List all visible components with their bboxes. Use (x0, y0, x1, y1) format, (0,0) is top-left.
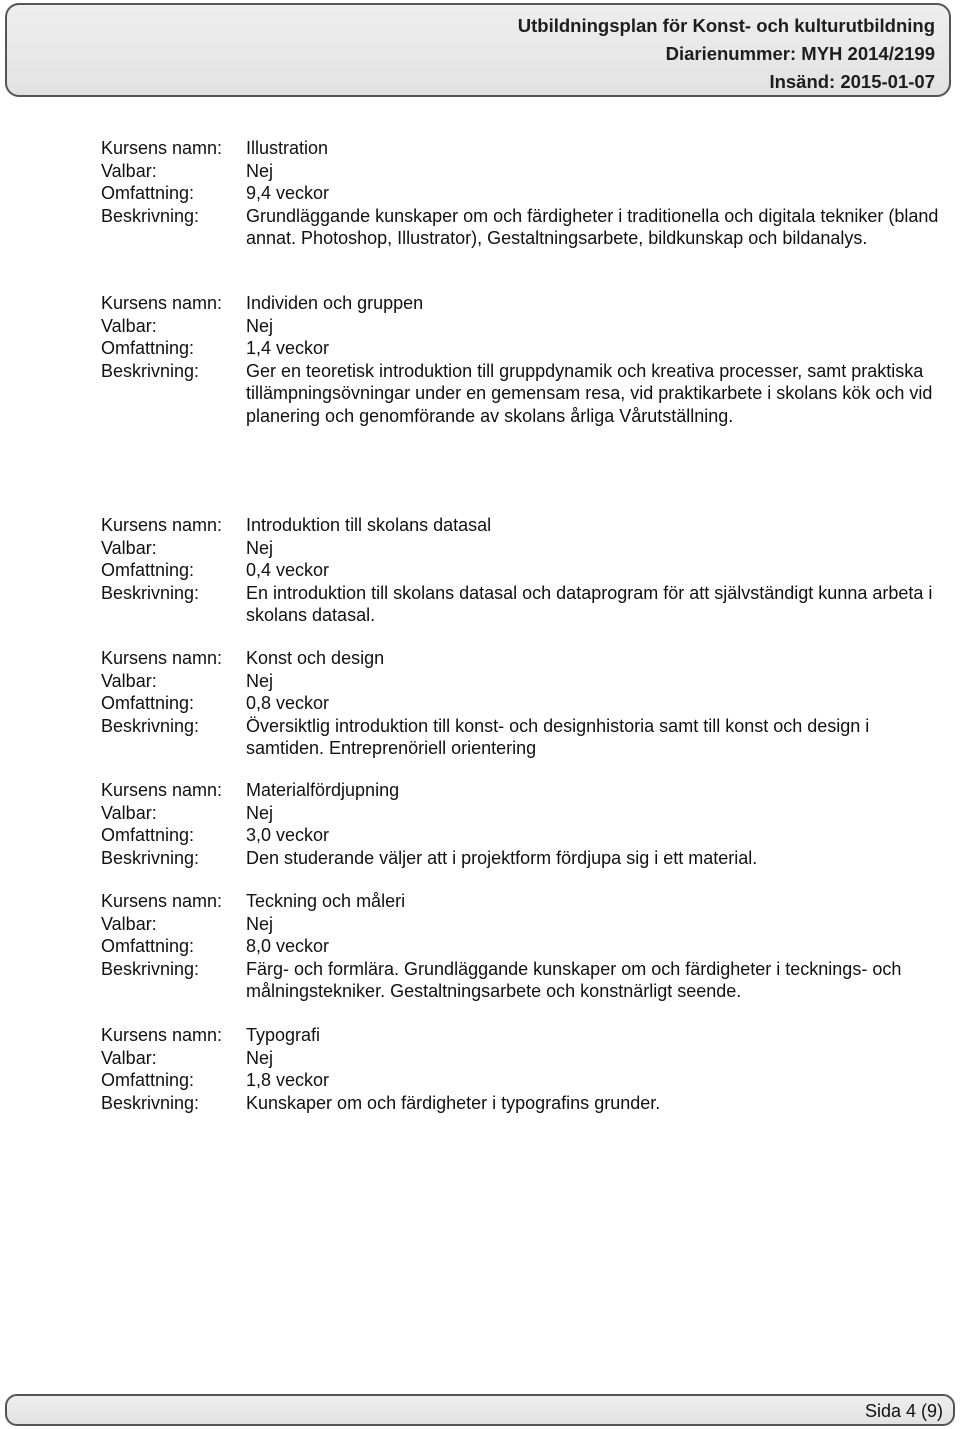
course-omfattning-row (101, 337, 951, 360)
course-name-row (101, 1024, 951, 1047)
course-name: Konst och design (246, 648, 385, 668)
course-name-label: Kursens namn: (101, 1025, 223, 1045)
beskrivning-label: Beskrivning: (101, 715, 200, 736)
omfattning-value: 0,8 veckor (246, 693, 330, 713)
course-omfattning-row (101, 935, 951, 958)
course-name: Materialfördjupning (246, 780, 400, 800)
course-block (101, 292, 951, 427)
course-name-label: Kursens namn: (101, 293, 223, 313)
valbar-label: Valbar: (101, 537, 157, 558)
valbar-value: Nej (246, 670, 274, 691)
course-beskrivning-row (101, 360, 951, 428)
course-valbar-row (101, 537, 951, 560)
valbar-value: Nej (246, 315, 274, 336)
valbar-label: Valbar: (101, 315, 157, 336)
course-block (101, 1024, 951, 1114)
omfattning-value: 8,0 veckor (246, 936, 330, 956)
course-omfattning-row (101, 824, 951, 847)
diarienummer: Diarienummer: MYH 2014/2199 (665, 43, 935, 64)
course-name-label: Kursens namn: (101, 780, 223, 800)
course-beskrivning-row (101, 1092, 951, 1115)
course-name: Introduktion till skolans datasal (246, 515, 492, 535)
course-name-row (101, 137, 951, 160)
document-title: Utbildningsplan för Konst- och kulturutbildning (517, 15, 935, 36)
beskrivning-value: Grundläggande kunskaper om och färdigheter i traditionella och digitala tekniker (bland annat. Photoshop, Illustrator), Gestaltningsarbete, bildkunskap och bildanalys. (246, 205, 939, 248)
course-name-label: Kursens namn: (101, 891, 223, 911)
course-beskrivning-row (101, 205, 951, 250)
valbar-value: Nej (246, 802, 274, 823)
beskrivning-value: Översiktlig introduktion till konst- och designhistoria samt till konst och design i samtiden. Entreprenöriell orientering (246, 715, 870, 758)
valbar-label: Valbar: (101, 1047, 157, 1068)
omfattning-value: 0,4 veckor (246, 560, 330, 580)
course-block (101, 514, 951, 627)
course-valbar-row (101, 670, 951, 693)
course-valbar-row (101, 913, 951, 936)
omfattning-label: Omfattning: (101, 560, 195, 580)
course-block (101, 779, 951, 869)
omfattning-label: Omfattning: (101, 1070, 195, 1090)
submission-date: Insänd: 2015-01-07 (769, 71, 935, 92)
course-name-row (101, 779, 951, 802)
document-header (5, 3, 951, 97)
course-name: Illustration (246, 138, 329, 158)
omfattning-value: 9,4 veckor (246, 183, 330, 203)
valbar-label: Valbar: (101, 160, 157, 181)
omfattning-label: Omfattning: (101, 693, 195, 713)
course-name-row (101, 647, 951, 670)
omfattning-value: 3,0 veckor (246, 825, 330, 845)
course-omfattning-row (101, 692, 951, 715)
valbar-value: Nej (246, 913, 274, 934)
course-valbar-row (101, 1047, 951, 1070)
course-omfattning-row (101, 1069, 951, 1092)
course-omfattning-row (101, 559, 951, 582)
beskrivning-value: En introduktion till skolans datasal och dataprogram för att självständigt kunna arbeta i skolans datasal. (246, 582, 933, 625)
page-number: Sida 4 (9) (864, 1401, 943, 1421)
beskrivning-label: Beskrivning: (101, 360, 200, 381)
omfattning-value: 1,8 veckor (246, 1070, 330, 1090)
course-omfattning-row (101, 182, 951, 205)
document-footer (5, 1394, 955, 1426)
course-name-label: Kursens namn: (101, 648, 223, 668)
course-block (101, 890, 951, 1003)
omfattning-label: Omfattning: (101, 338, 195, 358)
course-name: Typografi (246, 1025, 321, 1045)
course-name-label: Kursens namn: (101, 138, 223, 158)
course-name-row (101, 890, 951, 913)
course-name: Teckning och måleri (246, 891, 406, 911)
beskrivning-value: Färg- och formlära. Grundläggande kunskaper om och färdigheter i tecknings- och målningstekniker. Gestaltningsarbete och konstnärligt seende. (246, 958, 902, 1001)
omfattning-label: Omfattning: (101, 825, 195, 845)
beskrivning-label: Beskrivning: (101, 205, 200, 226)
course-valbar-row (101, 315, 951, 338)
beskrivning-label: Beskrivning: (101, 958, 200, 979)
beskrivning-label: Beskrivning: (101, 847, 200, 868)
beskrivning-value: Den studerande väljer att i projektform fördjupa sig i ett material. (246, 847, 758, 868)
course-beskrivning-row (101, 958, 951, 1003)
course-name-row (101, 514, 951, 537)
course-name-label: Kursens namn: (101, 515, 223, 535)
course-beskrivning-row (101, 582, 951, 627)
valbar-value: Nej (246, 160, 274, 181)
course-beskrivning-row (101, 715, 951, 760)
valbar-label: Valbar: (101, 670, 157, 691)
beskrivning-value: Ger en teoretisk introduktion till gruppdynamik och kreativa processer, samt praktiska tillämpningsövningar under en gemensam resa, vid praktikarbete i skolans kök och vid planering och genomförande av skolans årliga Vårutställning. (246, 360, 933, 426)
beskrivning-value: Kunskaper om och färdigheter i typografins grunder. (246, 1092, 661, 1113)
course-name: Individen och gruppen (246, 293, 424, 313)
valbar-value: Nej (246, 537, 274, 558)
omfattning-label: Omfattning: (101, 936, 195, 956)
course-block (101, 137, 951, 250)
valbar-value: Nej (246, 1047, 274, 1068)
omfattning-label: Omfattning: (101, 183, 195, 203)
valbar-label: Valbar: (101, 913, 157, 934)
course-valbar-row (101, 160, 951, 183)
beskrivning-label: Beskrivning: (101, 582, 200, 603)
course-beskrivning-row (101, 847, 951, 870)
course-valbar-row (101, 802, 951, 825)
beskrivning-label: Beskrivning: (101, 1092, 200, 1113)
course-name-row (101, 292, 951, 315)
omfattning-value: 1,4 veckor (246, 338, 330, 358)
valbar-label: Valbar: (101, 802, 157, 823)
course-block (101, 647, 951, 760)
